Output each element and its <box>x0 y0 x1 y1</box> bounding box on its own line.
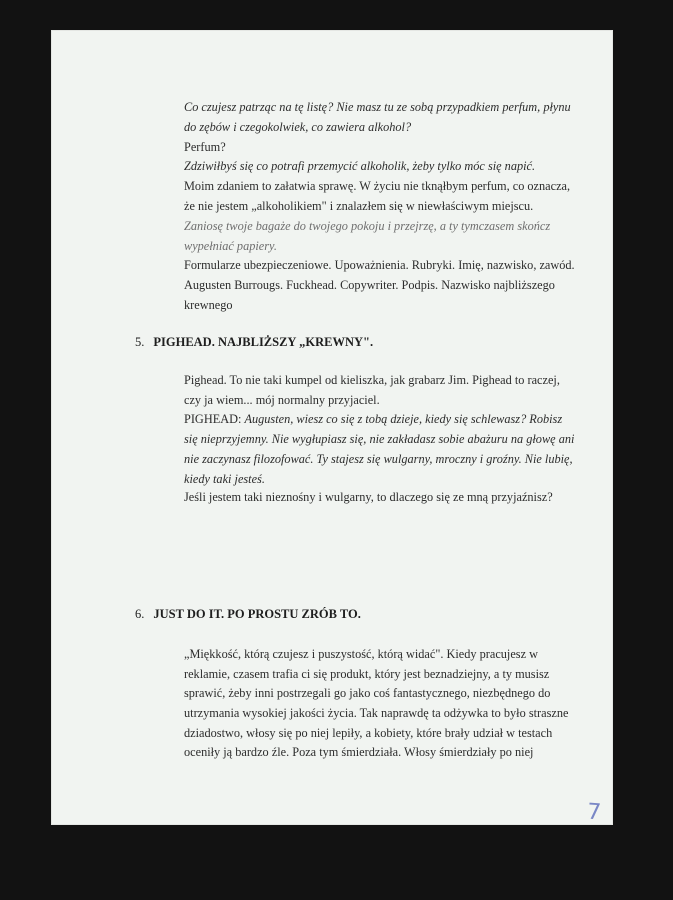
text-line: do zębów i czegokolwiek, co zawiera alkohol? <box>184 120 412 134</box>
text-line: że nie jestem „alkoholikiem" i znalazłem się w niewłaściwym miejscu. <box>184 199 534 213</box>
text-line: „Miękkość, którą czujesz i puszystość, którą widać". Kiedy pracujesz w <box>184 647 538 661</box>
text-line <box>184 412 562 427</box>
document-page <box>51 30 613 825</box>
text-line: się nieprzyjemny. Nie wygłupiasz się, nie zakładasz sobie abażuru na głowę ani <box>184 432 575 446</box>
section-title: JUST DO IT. PO PROSTU ZRÓB TO. <box>153 607 361 621</box>
speaker-label: PIGHEAD: <box>184 412 242 426</box>
section-heading <box>135 607 361 622</box>
text-line: Zaniosę twoje bagaże do twojego pokoju i przejrzę, a ty tymczasem skończ <box>184 219 551 233</box>
text-line: Co czujesz patrząc na tę listę? Nie masz tu ze sobą przypadkiem perfum, płynu <box>184 100 571 114</box>
text-line: Augusten Burrougs. Fuckhead. Copywriter. Podpis. Nazwisko najbliższego <box>184 278 555 292</box>
text-line: Pighead. To nie taki kumpel od kieliszka, jak grabarz Jim. Pighead to raczej, <box>184 373 560 387</box>
section-title: PIGHEAD. NAJBLIŻSZY „KREWNY". <box>153 335 374 349</box>
section-number: 6. <box>135 607 145 621</box>
text-line: reklamie, czasem trafia ci się produkt, który jest beznadziejny, a ty musisz <box>184 667 550 681</box>
text-line: wypełniać papiery. <box>184 239 277 253</box>
text-line: nie zaczynasz filozofować. Ty stajesz się wulgarny, mroczny i groźny. Nie lubię, <box>184 452 573 466</box>
text-line: Perfum? <box>184 140 226 154</box>
text-line: Moim zdaniem to załatwia sprawę. W życiu nie tknąłbym perfum, co oznacza, <box>184 179 571 193</box>
text-line: Jeśli jestem taki nieznośny i wulgarny, to dlaczego się ze mną przyjaźnisz? <box>184 490 553 504</box>
section-heading <box>135 335 373 350</box>
handwritten-page-number: 7 <box>586 799 602 826</box>
dialogue-text: Augusten, wiesz co się z tobą dzieje, kiedy się schlewasz? Robisz <box>244 412 563 426</box>
text-line: czy ja wiem... mój normalny przyjaciel. <box>184 393 380 407</box>
text-line: kiedy taki jesteś. <box>184 472 265 486</box>
text-line: utrzymania wysokiej jakości życia. Tak naprawdę ta odżywka to było straszne <box>184 706 569 720</box>
text-line: oceniły ją bardzo źle. Poza tym śmierdziała. Włosy śmierdziały po niej <box>184 745 534 759</box>
text-line: Formularze ubezpieczeniowe. Upoważnienia. Rubryki. Imię, nazwisko, zawód. <box>184 258 575 272</box>
text-line: krewnego <box>184 298 233 312</box>
section-number: 5. <box>135 335 145 349</box>
text-line: sprawić, żeby inni postrzegali go jako coś fantastycznego, niezbędnego do <box>184 686 551 700</box>
text-line: dziadostwo, włosy się po niej lepiły, a kobiety, które brały udział w testach <box>184 726 553 740</box>
text-line: Zdziwiłbyś się co potrafi przemycić alkoholik, żeby tylko móc się napić. <box>184 159 536 173</box>
